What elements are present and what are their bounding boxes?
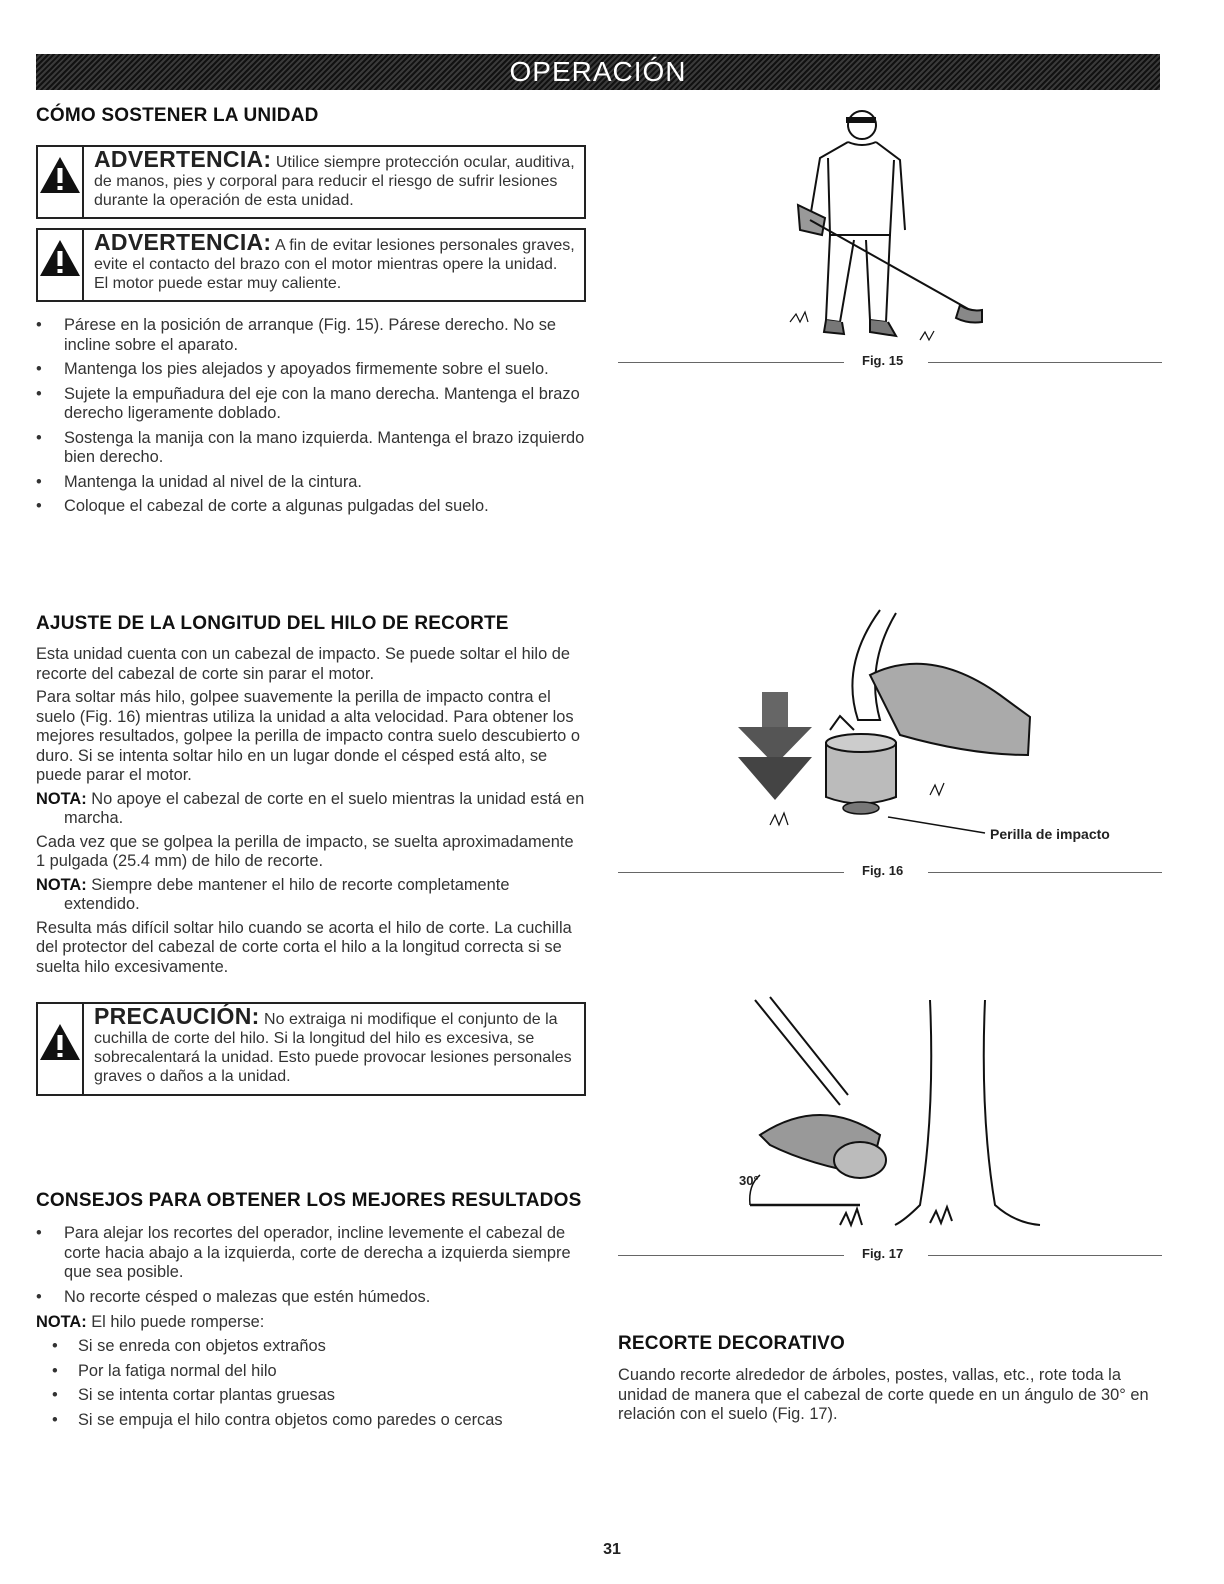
note-text: Siempre debe mantener el hilo de recorte completamente extendido. xyxy=(64,875,510,913)
heading-how-to-hold: CÓMO SOSTENER LA UNIDAD xyxy=(36,105,319,126)
banner-title: OPERACIÓN xyxy=(509,56,687,87)
warning-icon xyxy=(38,230,84,300)
line-break-causes-list xyxy=(36,1337,586,1435)
figure-17-label: Fig. 17 xyxy=(862,1246,904,1261)
note-paragraph xyxy=(36,876,586,915)
decorative-trim-text: Cuando recorte alrededor de árboles, postes, vallas, etc., rote toda la unidad de manera que el cabezal de corte quede en un ángulo de 30° en relación con el suelo (Fig. 17). xyxy=(618,1366,1149,1423)
list-item: • Sostenga la manija con la mano izquierda. Mantenga el brazo izquierdo bien derecho. xyxy=(36,429,586,468)
warning-keyword: ADVERTENCIA: xyxy=(94,146,272,172)
figure-15-caption-line xyxy=(618,355,1162,369)
warning-icon xyxy=(38,1004,84,1094)
line-length-text xyxy=(36,645,586,981)
section-banner xyxy=(36,54,1160,90)
paragraph: Esta unidad cuenta con un cabezal de impacto. Se puede soltar el hilo de recorte del cabezal de corte sin parar el motor. xyxy=(36,645,570,683)
list-item: • Mantenga los pies alejados y apoyados firmemente sobre el suelo. xyxy=(36,360,586,380)
impact-knob-callout: Perilla de impacto xyxy=(990,826,1110,842)
note-label: NOTA: xyxy=(36,875,87,894)
angle-label: 30° xyxy=(739,1173,759,1188)
warning-icon xyxy=(38,147,84,217)
page-number: 31 xyxy=(603,1541,621,1558)
paragraph: Para soltar más hilo, golpee suavemente la perilla de impacto contra el suelo (Fig. 16) mientras utiliza la unidad a alta velocidad. Para obtener los mejores resultados, golpee la perilla de impacto contra suelo descubierto o duro. Si se intenta soltar hilo en un lugar donde el césped está alto, se puede parar el motor. xyxy=(36,688,580,784)
caution-keyword: PRECAUCIÓN: xyxy=(94,1003,260,1029)
note-text: No apoye el cabezal de corte en el suelo mientras la unidad está en marcha. xyxy=(64,789,585,827)
note-paragraph xyxy=(36,790,586,829)
note-label: NOTA: xyxy=(36,1313,87,1331)
list-item: • Sujete la empuñadura del eje con la mano derecha. Mantenga el brazo derecho ligeramente doblado. xyxy=(36,385,586,424)
paragraph: Cada vez que se golpea la perilla de impacto, se suelta aproximadamente 1 pulgada (25.4 mm) de hilo de recorte. xyxy=(36,832,574,870)
note-label: NOTA: xyxy=(36,789,87,808)
figure-16-label: Fig. 16 xyxy=(862,863,904,878)
list-item: • Por la fatiga normal del hilo xyxy=(36,1362,586,1382)
list-item: • Coloque el cabezal de corte a algunas pulgadas del suelo. xyxy=(36,497,586,517)
warning-box-2 xyxy=(36,228,586,302)
list-item: • Para alejar los recortes del operador, incline levemente el cabezal de corte hacia abajo a la izquierda, corte de derecha a izquierda siempre que sea posible. xyxy=(36,1224,586,1283)
warning-text: A fin de evitar lesiones personales graves, evite el contacto del brazo con el motor mientras opere la unidad. El motor puede estar muy caliente. xyxy=(94,237,575,292)
figure-15-illustration xyxy=(770,100,1000,355)
list-item: • No recorte césped o malezas que estén húmedos. xyxy=(36,1288,586,1308)
note-text: El hilo puede romperse: xyxy=(86,1313,265,1331)
list-item: • Mantenga la unidad al nivel de la cintura. xyxy=(36,473,586,493)
heading-best-results: CONSEJOS PARA OBTENER LOS MEJORES RESULTADOS xyxy=(36,1190,582,1211)
list-item: • Si se empuja el hilo contra objetos como paredes o cercas xyxy=(36,1411,586,1431)
holding-instructions-list xyxy=(36,316,586,522)
warning-box-1 xyxy=(36,145,586,219)
best-results-list xyxy=(36,1224,586,1312)
best-results-note xyxy=(36,1313,586,1333)
warning-keyword: ADVERTENCIA: xyxy=(94,229,272,255)
figure-15-label: Fig. 15 xyxy=(862,353,904,368)
warning-text: Utilice siempre protección ocular, auditiva, de manos, pies y corporal para reducir el riesgo de sufrir lesiones durante la operación de esta unidad. xyxy=(94,154,575,209)
heading-line-length: AJUSTE DE LA LONGITUD DEL HILO DE RECORTE xyxy=(36,613,509,634)
figure-17-illustration xyxy=(730,995,1050,1235)
caution-text: No extraiga ni modifique el conjunto de la cuchilla de corte del hilo. Si la longitud del hilo es excesiva, se sobrecalentará la unidad. Esto puede provocar lesiones personales graves o daños a la unidad. xyxy=(94,1011,572,1085)
list-item: • Párese en la posición de arranque (Fig. 15). Párese derecho. No se incline sobre el aparato. xyxy=(36,316,586,355)
figure-16-caption-line xyxy=(618,865,1162,879)
figure-17-caption-line xyxy=(618,1248,1162,1262)
list-item: • Si se intenta cortar plantas gruesas xyxy=(36,1386,586,1406)
list-item: • Si se enreda con objetos extraños xyxy=(36,1337,586,1357)
figure-16-illustration xyxy=(730,605,1050,850)
heading-decorative-trim: RECORTE DECORATIVO xyxy=(618,1333,846,1354)
caution-box xyxy=(36,1002,586,1096)
paragraph: Resulta más difícil soltar hilo cuando se acorta el hilo de corte. La cuchilla del protector del cabezal de corte corta el hilo a la longitud correcta si se suelta hilo excesivamente. xyxy=(36,918,572,976)
